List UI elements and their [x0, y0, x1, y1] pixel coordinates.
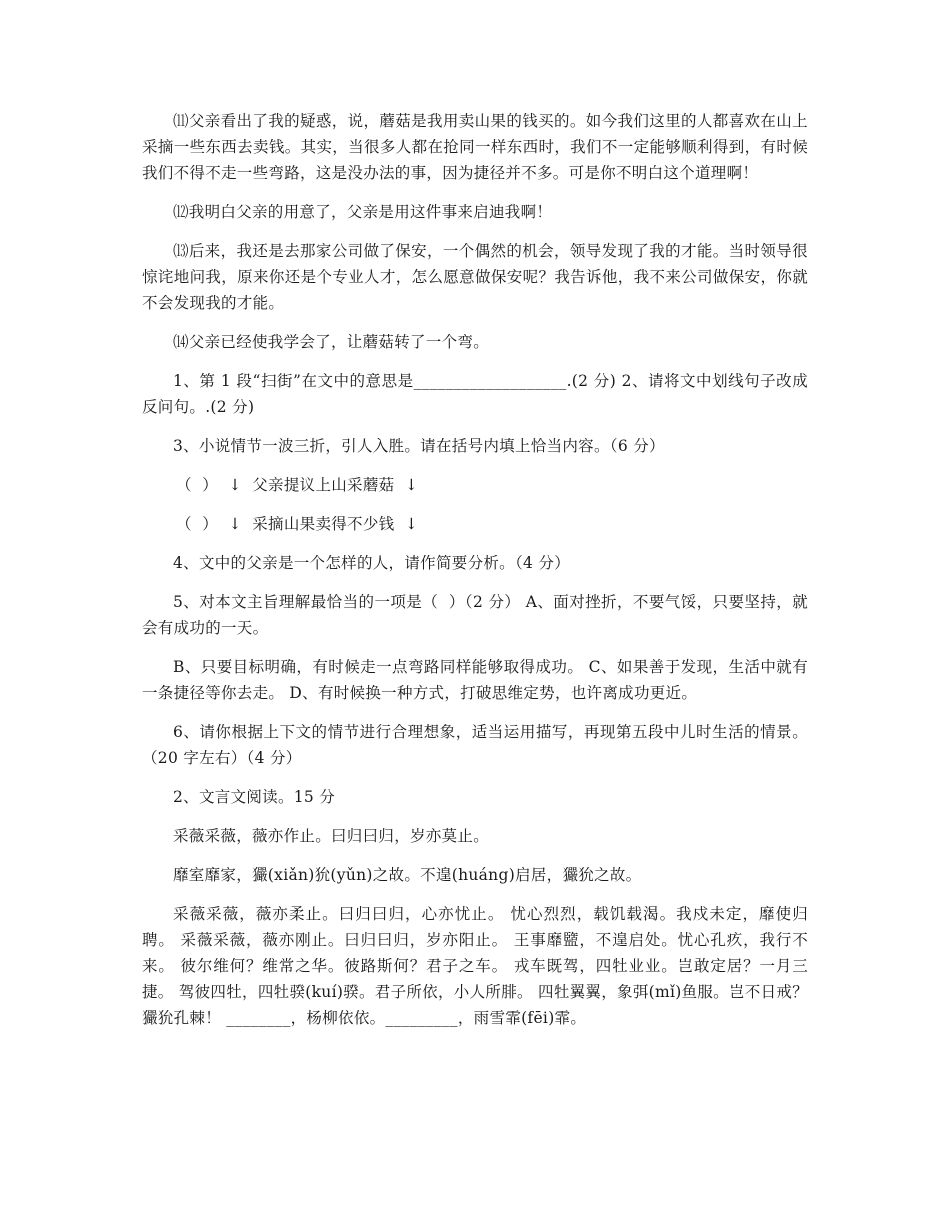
paragraph-11: ⑾父亲看出了我的疑惑，说，蘑菇是我用卖山果的钱买的。如今我们这里的人都喜欢在山上采摘一些东西去卖钱。其实，当很多人都在抢同一样东西时，我们不一定能够顺利得到，有时候我们不得不走一些弯路，这是没办法的事，因为捷径并不多。可是你不明白这个道理啊！: [142, 112, 808, 182]
paragraph-13: ⒀后来，我还是去那家公司做了保安，一个偶然的机会，领导发现了我的才能。当时领导很惊诧地问我，原来你还是个专业人才，怎么愿意做保安呢？我告诉他，我不来公司做保安，你就不会发现我的才能。: [142, 242, 808, 312]
question-6: 6、请你根据上下文的情节进行合理想象，适当运用描写，再现第五段中儿时生活的情景。（20 字左右）（4 分）: [142, 723, 808, 767]
question-1-2: 1、第 1 段“扫街”在文中的意思是___________________.(2 分) 2、请将文中划线句子改成反问句。.(2 分): [142, 372, 808, 416]
question-4: 4、文中的父亲是一个怎样的人，请作简要分析。（4 分）: [173, 554, 571, 572]
paragraph-12: ⑿我明白父亲的用意了，父亲是用这件事来启迪我啊！: [173, 203, 553, 221]
paragraph-14: ⒁父亲已经使我学会了，让蘑菇转了一个弯。: [173, 333, 490, 351]
poem-line-1: 采薇采薇，薇亦作止。曰归曰归，岁亦莫止。: [173, 827, 490, 845]
section-classical-reading: 2、文言文阅读。15 分: [173, 788, 336, 806]
question-5-options: B、只要目标明确，有时候走一点弯路同样能够取得成功。 C、如果善于发现，生活中就有一条捷径等你去走。 D、有时候换一种方式，打破思维定势，也许离成功更近。: [142, 658, 808, 702]
poem-body: 采薇采薇，薇亦柔止。曰归曰归，心亦忧止。 忧心烈烈，载饥载渴。我戍未定，靡使归聘。 采薇采薇，薇亦刚止。曰归曰归，岁亦阳止。 王事靡盬，不遑启处。忧心孔疚，我行不来。 彼尔维何？维常之华。彼路斯何？君子之车。 戎车既驾，四牡业业。岂敢定居？一月三捷。 驾彼四牡，四牡骙(kuí)骙。君子所依，小人所腓。 四牡翼翼，象弭(mǐ)鱼服。岂不日戒？玁狁孔棘！ ________，杨柳依依。_________，雨雪霏(fēi)霏。: [142, 905, 808, 1027]
plot-flow-line-2: （ ） ↓ 采摘山果卖得不少钱 ↓: [176, 515, 419, 533]
document-page: [142, 108, 808, 1044]
poem-line-2: 靡室靡家，玁(xiǎn)狁(yǔn)之故。不遑(huáng)启居，玁狁之故。: [173, 866, 642, 884]
question-3: 3、小说情节一波三折，引人入胜。请在括号内填上恰当内容。（6 分）: [173, 437, 665, 455]
plot-flow-line-1: （ ） ↓ 父亲提议上山采蘑菇 ↓: [176, 476, 419, 494]
question-5: 5、对本文主旨理解最恰当的一项是（ ）（2 分） A、面对挫折，不要气馁，只要坚持，就会有成功的一天。: [142, 593, 808, 637]
